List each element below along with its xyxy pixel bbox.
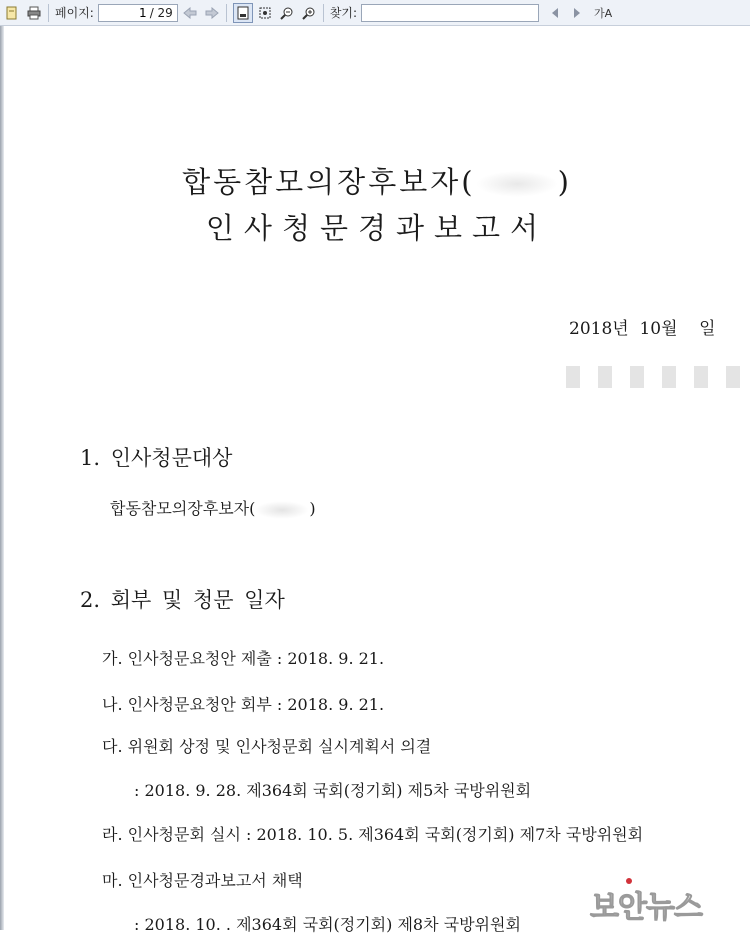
search-input[interactable] — [361, 4, 539, 22]
section1-heading: 1. 인사청문대상 — [80, 446, 233, 470]
find-next-icon[interactable] — [567, 3, 587, 23]
redacted-name — [255, 501, 309, 519]
document-page — [4, 26, 750, 934]
document-title-line2: 인사청문경과보고서 — [205, 211, 549, 245]
next-page-icon[interactable] — [202, 3, 222, 23]
list-item: 나. 인사청문요청안 회부 : 2018. 9. 21. — [102, 695, 385, 714]
list-item: 마. 인사청문경과보고서 채택 — [102, 871, 303, 890]
watermark-logo: 보안뉴스 — [590, 890, 702, 925]
redacted-name — [476, 171, 558, 197]
document-title-line1: 합동참모의장후보자( ) — [182, 165, 572, 199]
print-icon[interactable] — [24, 3, 44, 23]
redacted-committee — [566, 366, 742, 388]
page-number-field[interactable] — [98, 4, 178, 22]
page-total: / 29 — [149, 5, 173, 20]
pdf-toolbar — [0, 0, 750, 26]
open-file-icon[interactable] — [2, 3, 22, 23]
toolbar-divider — [226, 4, 227, 22]
font-size-icon[interactable]: 가A — [593, 6, 613, 20]
search-label: 찾기: — [329, 6, 358, 20]
toolbar-divider — [323, 4, 324, 22]
zoom-in-icon[interactable] — [299, 3, 319, 23]
previous-page-icon[interactable] — [180, 3, 200, 23]
hearing-target: 합동참모의장후보자( ) — [110, 499, 316, 518]
list-item: 가. 인사청문요청안 제출 : 2018. 9. 21. — [102, 649, 385, 668]
page-label: 페이지: — [55, 6, 94, 20]
fit-width-icon[interactable] — [255, 3, 275, 23]
list-item: : 2018. 9. 28. 제364회 국회(정기회) 제5차 국방위원회 — [134, 781, 532, 800]
list-item: 라. 인사청문회 실시 : 2018. 10. 5. 제364회 국회(정기회) 제7차 국방위원회 — [102, 825, 644, 844]
toolbar-divider — [48, 4, 49, 22]
zoom-out-icon[interactable] — [277, 3, 297, 23]
find-previous-icon[interactable] — [545, 3, 565, 23]
report-date: 2018년 10월 일 — [569, 319, 716, 339]
page-current-input[interactable] — [123, 6, 147, 20]
list-item: 다. 위원회 상정 및 인사청문회 실시계획서 의결 — [102, 737, 432, 756]
list-item: : 2018. 10. . 제364회 국회(정기회) 제8차 국방위원회 — [134, 915, 521, 934]
section2-heading: 2. 회부 및 청문 일자 — [80, 588, 285, 612]
fit-page-icon[interactable] — [233, 3, 253, 23]
